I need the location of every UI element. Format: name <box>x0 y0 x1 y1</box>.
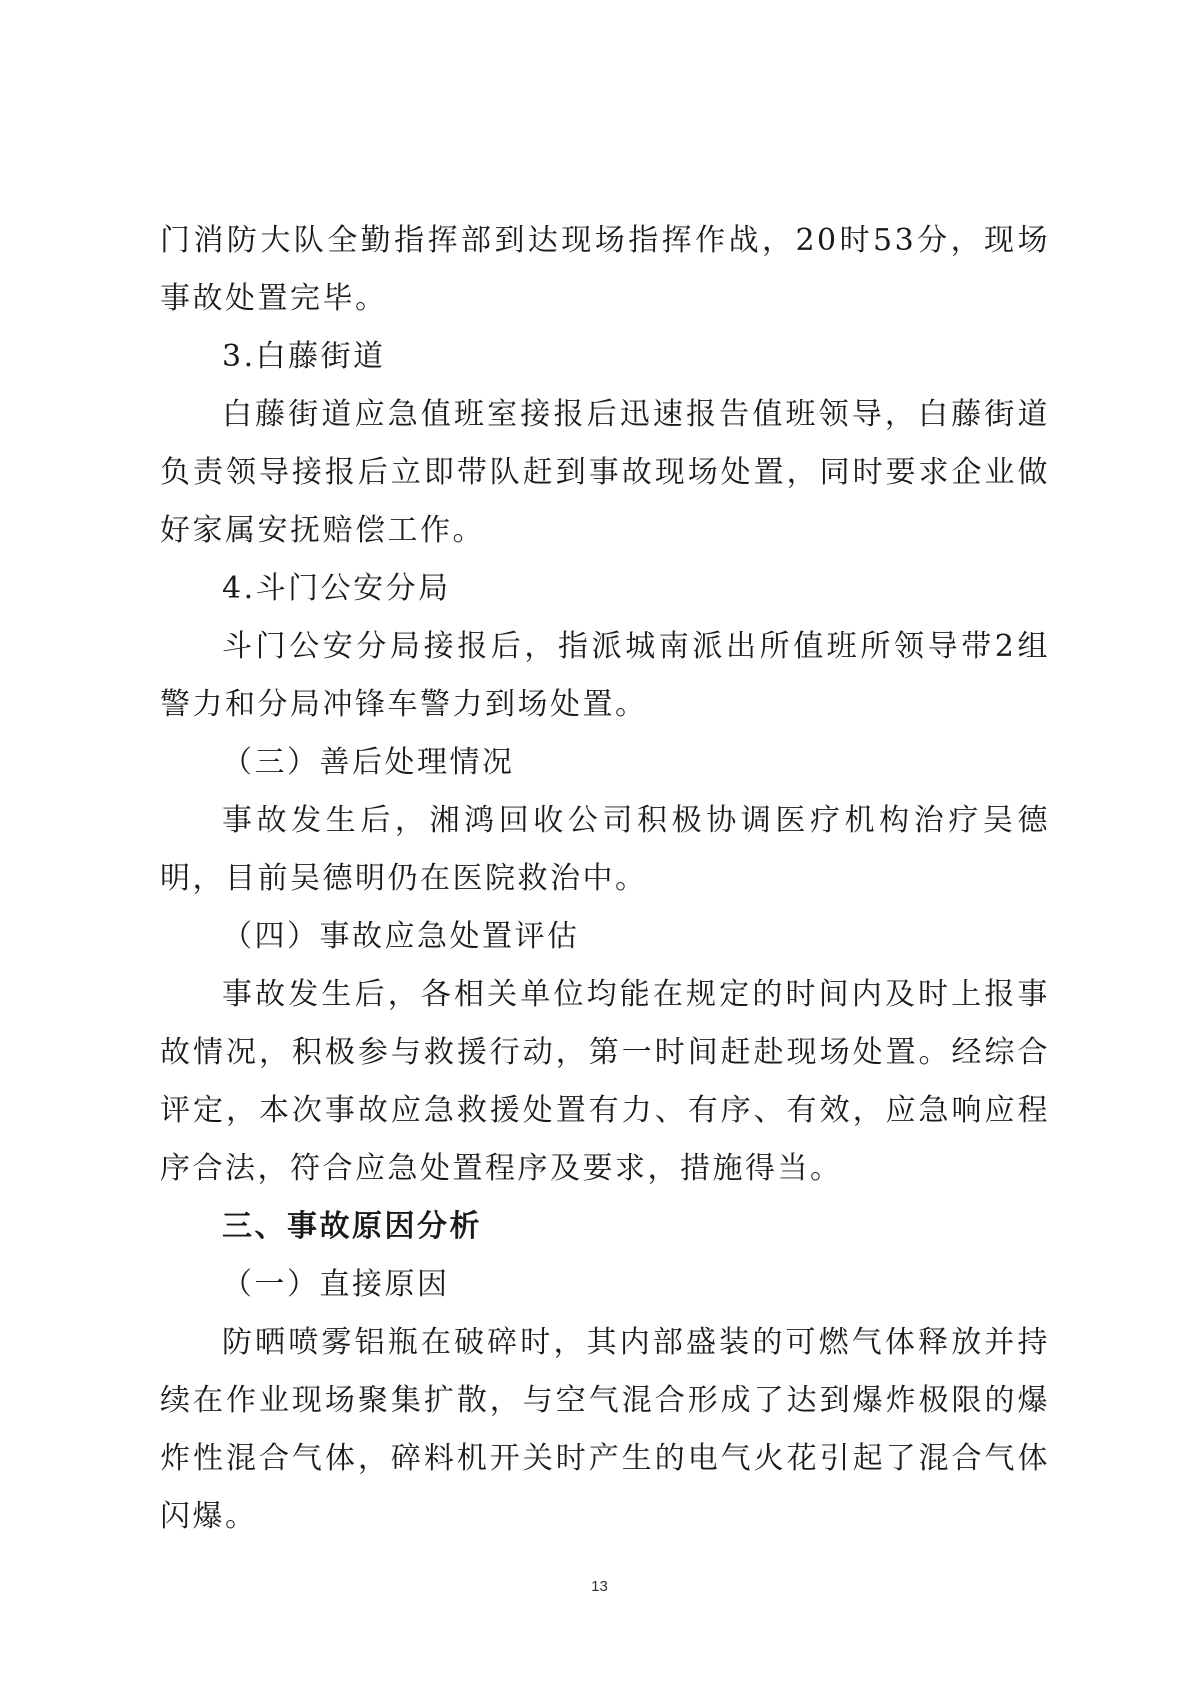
sub-heading-aftermath: （三）善后处理情况 <box>222 745 515 780</box>
sub-heading-assessment: （四）事故应急处置评估 <box>222 919 580 954</box>
page-number: 13 <box>591 1578 608 1595</box>
paragraph-continuation: 门消防大队全勤指挥部到达现场指挥作战，20时53分，现场事故处置完毕。 <box>160 223 1050 316</box>
paragraph-direct-cause: 防晒喷雾铝瓶在破碎时，其内部盛装的可燃气体释放并持续在作业现场聚集扩散，与空气混合形成了达到爆炸极限的爆炸性混合气体，碎料机开关时产生的电气火花引起了混合气体闪爆。 <box>160 1325 1050 1534</box>
document-body <box>160 212 1050 1546</box>
paragraph-baiteng-response: 白藤街道应急值班室接报后迅速报告值班领导，白藤街道负责领导接报后立即带队赶到事故现场处置，同时要求企业做好家属安抚赔偿工作。 <box>160 397 1050 548</box>
item-heading-baiteng-street: 3.白藤街道 <box>222 339 386 374</box>
item-heading-doumen-police: 4.斗门公安分局 <box>222 571 451 606</box>
paragraph-police-response: 斗门公安分局接报后，指派城南派出所值班所领导带2组警力和分局冲锋车警力到场处置。 <box>160 629 1050 722</box>
sub-heading-direct-cause: （一）直接原因 <box>222 1267 450 1302</box>
paragraph-assessment: 事故发生后，各相关单位均能在规定的时间内及时上报事故情况，积极参与救援行动，第一时间赶赴现场处置。经综合评定，本次事故应急救援处置有力、有序、有效，应急响应程序合法，符合应急处置程序及要求，措施得当。 <box>160 977 1050 1186</box>
paragraph-aftermath: 事故发生后，湘鸿回收公司积极协调医疗机构治疗吴德明，目前吴德明仍在医院救治中。 <box>160 803 1050 896</box>
section-heading-cause-analysis: 三、事故原因分析 <box>222 1209 482 1244</box>
